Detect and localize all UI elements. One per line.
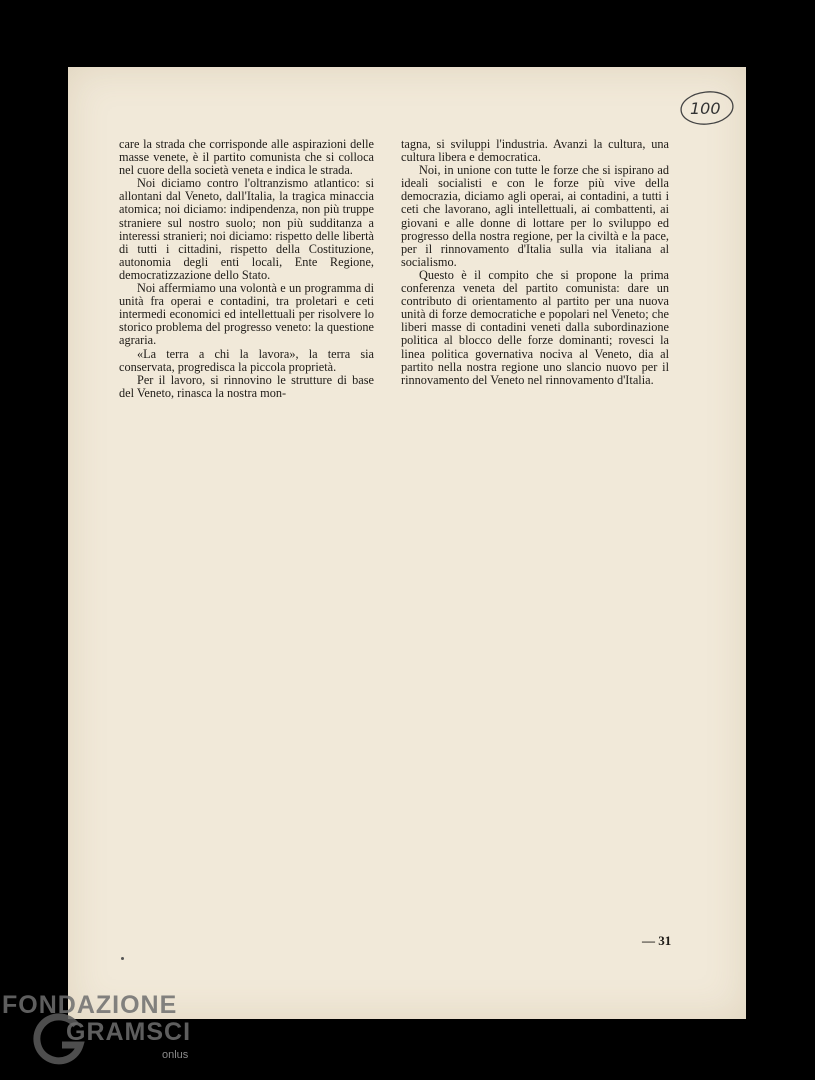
watermark-logo [0,985,230,1080]
left-column [119,138,374,400]
paragraph: care la strada che corrisponde alle aspirazioni delle masse venete, è il partito comunista che si colloca nel cuore della società veneta e indica le strada. [119,137,374,178]
ink-speck [121,957,124,960]
watermark-line2: GRAMSCI [66,1018,192,1046]
watermark-line1: FONDAZIONE [2,991,178,1019]
page-number: — 31 [642,933,672,948]
handwritten-annotation-text: 100 [690,99,721,118]
right-column [401,138,669,387]
paragraph: Noi affermiamo una volontà e un programma di unità fra operai e contadini, tra proletari e ceti intermedi economici ed intellettuali per risolvere lo storico problema del progresso veneto: la questione agraria. [119,281,374,348]
paragraph: Per il lavoro, si rinnovino le strutture di base del Veneto, rinasca la nostra mon- [119,372,374,400]
paragraph: «La terra a chi la lavora», la terra sia conservata, progredisca la piccola proprietà. [119,346,374,374]
paragraph: Noi, in unione con tutte le forze che si ispirano ad ideali socialisti e con le forze più vive della democrazia, diciamo agli operai, ai contadini, a tutti i ceti che lavorano, agli intellettuali, ai combattenti, ai giovani e alle donne di lottare per lo sviluppo ed progresso della nostra regione, per la civiltà e la pace, per il rinnovamento d'Italia sulla via italiana al socialismo. [401,163,669,269]
paragraph: Noi diciamo contro l'oltranzismo atlantico: si allontani dal Veneto, dall'Italia, la tragica minaccia atomica; noi diciamo: indipendenza, non più truppe straniere sul nostro suolo; non più sudditanza a interessi stranieri; noi diciamo: rispetto delle libertà di tutti i cittadini, rispetto della Costituzione, autonomia degli enti locali, Ente Regione, democratizzazione dello Stato. [119,176,374,282]
paragraph: Questo è il compito che si propone la prima conferenza veneta del partito comunista: dare un contributo di orientamento al partito per una nuova unità di forze democratiche e popolari nel Veneto; che liberi masse di contadini veneti dalla subordinazione politica al blocco delle forze dominanti; rovesci la linea politica governativa nociva al Veneto, dia al partito nella nostra regione uno slancio nuovo per il rinnovamento del Veneto nel rinnovamento d'Italia. [401,267,669,387]
paragraph: tagna, si sviluppi l'industria. Avanzi la cultura, una cultura libera e democratica. [401,137,669,165]
watermark-sub: onlus [162,1049,189,1061]
handwritten-annotation-circle [678,87,736,127]
scanned-page [68,67,746,1019]
